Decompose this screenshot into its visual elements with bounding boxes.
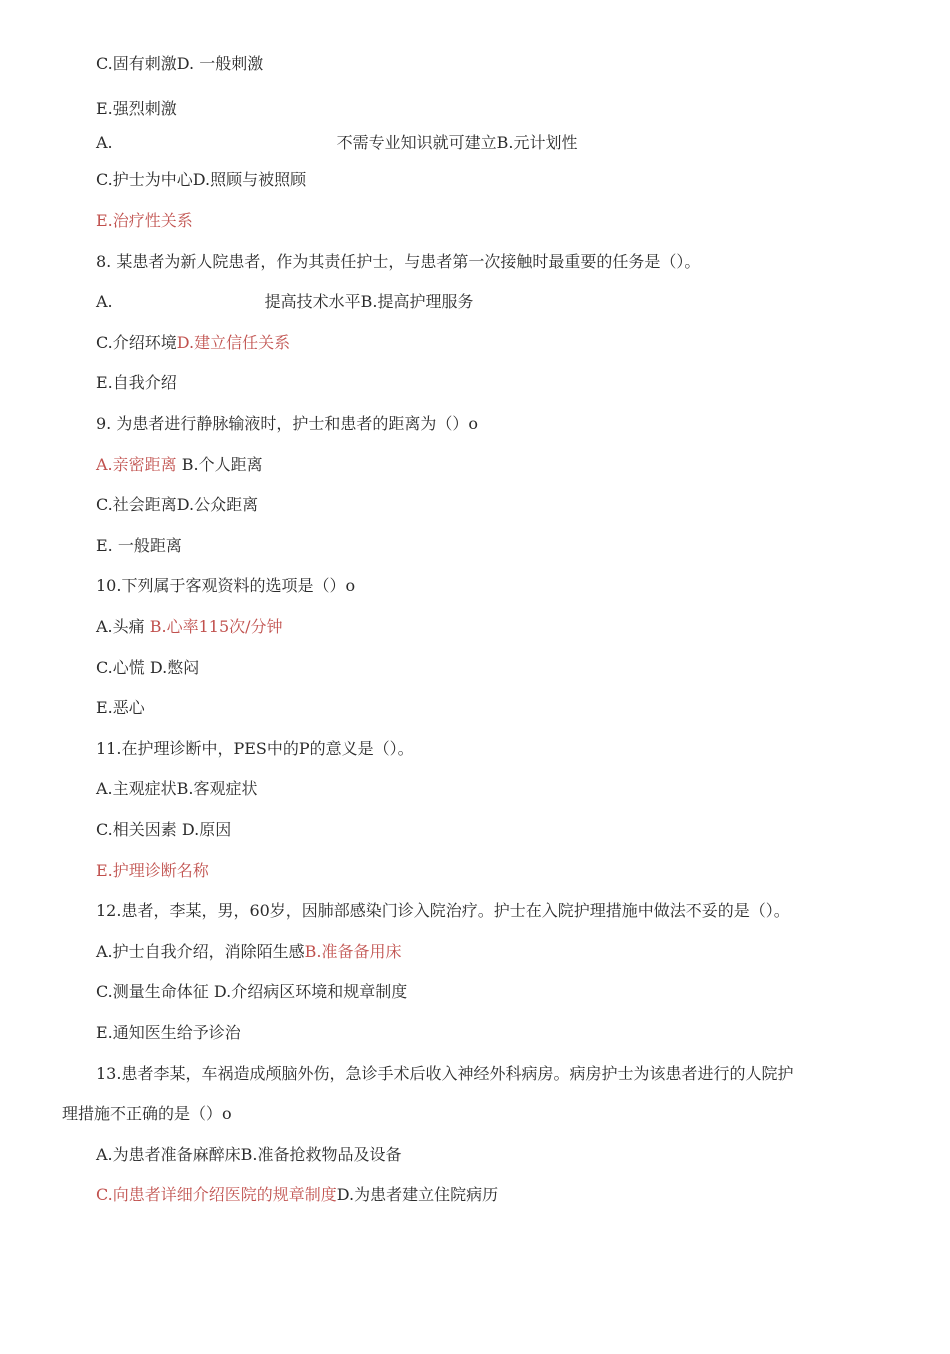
option-text: E.恶心: [96, 698, 145, 717]
option-line-a-b: [96, 778, 258, 800]
option-text: A.主观症状B.客观症状: [96, 779, 258, 798]
question-text: 12.患者，李某，男，60岁，因肺部感染门诊入院治疗。护士在入院护理措施中做法不妥的是（）。: [96, 901, 790, 920]
answer-text: D.建立信任关系: [176, 333, 291, 352]
option-line-a-b: [96, 454, 263, 476]
option-text: C.固有刺激D. 一般刺激: [96, 54, 264, 73]
option-line-a-b: [96, 1144, 402, 1166]
option-text: A.为患者准备麻醉床B.准备抢救物品及设备: [96, 1145, 402, 1164]
question-text: 9. 为患者进行静脉输液时，护士和患者的距离为（）o: [96, 414, 478, 433]
option-text: 不需专业知识就可建立B.元计划性: [336, 133, 578, 152]
option-line-e: [96, 372, 177, 394]
option-text: C.介绍环境: [96, 333, 177, 352]
question-10: [96, 575, 355, 597]
option-line-c-d: [96, 657, 199, 679]
option-line-c-d: [96, 53, 263, 75]
option-text: C.护士为中心D.照顾与被照顾: [96, 170, 307, 189]
question-11: [96, 738, 414, 760]
option-text: E.强烈刺激: [96, 99, 177, 118]
option-text: A.护士自我介绍，消除陌生感: [96, 942, 305, 961]
option-line-e: [96, 535, 182, 557]
option-line-a-b: [96, 291, 474, 313]
option-line-e: [96, 1022, 241, 1044]
question-text: 10.下列属于客观资料的选项是（）o: [96, 576, 356, 595]
option-line-a-b: [96, 941, 402, 963]
question-12: [96, 900, 790, 922]
option-label: A.: [96, 133, 113, 152]
option-text: B.个人距离: [176, 455, 263, 474]
answer-line-e: [96, 210, 193, 232]
option-line-c-d: [96, 169, 306, 191]
option-line-a-b: [96, 132, 578, 154]
question-text: 8. 某患者为新人院患者，作为其责任护士，与患者第一次接触时最重要的任务是（）。: [96, 252, 701, 271]
option-line-a-b: [96, 616, 283, 638]
option-line-c-d: [96, 819, 231, 841]
answer-text: E.治疗性关系: [96, 211, 193, 230]
option-text: C.社会距离D.公众距离: [96, 495, 259, 514]
answer-text: B.准备备用床: [304, 942, 402, 961]
option-line-e: [96, 98, 177, 120]
answer-text: E.护理诊断名称: [96, 861, 209, 880]
option-text: C.测量生命体征 D.介绍病区环境和规章制度: [96, 982, 408, 1001]
answer-text: B.心率115次/分钟: [149, 617, 283, 636]
option-line-c-d: [96, 494, 258, 516]
question-text: 13.患者李某，车祸造成颅脑外伤，急诊手术后收入神经外科病房。病房护士为该患者进行的人院护: [96, 1064, 794, 1083]
option-text: E.通知医生给予诊治: [96, 1023, 241, 1042]
option-line-e: [96, 697, 145, 719]
option-line-c-d: [96, 981, 407, 1003]
answer-line-e: [96, 860, 209, 882]
option-text: 提高技术水平B.提高护理服务: [264, 292, 474, 311]
option-text: C.心慌 D.憋闷: [96, 658, 200, 677]
question-13-continued: [62, 1103, 232, 1125]
option-text: A.头痛: [96, 617, 150, 636]
question-text: 理措施不正确的是（）o: [62, 1104, 232, 1123]
question-8: [96, 251, 700, 273]
option-text: D.为患者建立住院病历: [336, 1185, 499, 1204]
option-text: C.相关因素 D.原因: [96, 820, 232, 839]
question-13: [96, 1063, 793, 1085]
question-9: [96, 413, 478, 435]
option-label: A.: [96, 292, 113, 311]
answer-text: C.向患者详细介绍医院的规章制度: [96, 1185, 337, 1204]
question-text: 11.在护理诊断中，PES中的P的意义是（）。: [96, 739, 414, 758]
answer-text: A.亲密距离: [96, 455, 177, 474]
option-line-c-d: [96, 1184, 498, 1206]
option-text: E.自我介绍: [96, 373, 177, 392]
option-line-c-d: [96, 332, 290, 354]
option-text: E. 一般距离: [96, 536, 182, 555]
